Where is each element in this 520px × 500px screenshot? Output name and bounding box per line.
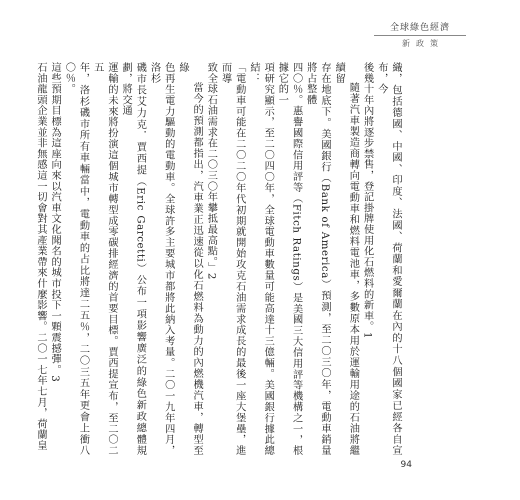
text-line: 隨著汽車製造商轉向電動車和燃料電池車，多數原本用於運輸用途的石油將繼續留	[333, 62, 359, 456]
text-line: 四〇％。惠譽國際信用評等（Fitch Ratings）是美國三大信用評等機構之一，根據它的一	[276, 62, 302, 456]
text-line: 項研究顯示，至二〇四〇年，全球電動車數量可能高達十三億輛。美國銀行據此總結：	[247, 62, 274, 456]
text-line: 存在地底下。美國銀行（Bank of America）預測，至二〇三〇年，電動車銷量將占整體	[304, 62, 330, 456]
text-line: 致全球石油需求在二〇三〇年攀抵最高點。」2	[205, 62, 217, 280]
running-header	[374, 20, 466, 49]
text-line: 當今的預測都指出，汽車業正迅速從以化石燃料為動力的內燃機汽車，轉型至綠	[176, 62, 203, 456]
page-number: 94	[400, 460, 412, 470]
text-line: 這些預期目標為這座向來以汽車文化聞名的城市投下一顆震撼彈。3	[49, 62, 61, 383]
text-line: 織，包括德國、中國、印度、法國、荷蘭和愛爾蘭在內的十八個國家已經各自宣布，今	[375, 62, 401, 456]
text-line: 「電動車可能在二〇二〇年代初期就開始攻克石油需求成長的最後一座大堡壘，進而導	[219, 62, 245, 456]
text-line: 年，洛杉磯市所有車輛當中，電動車的占比將達二五％，二〇三五年更會上衝八〇％。	[63, 62, 89, 456]
text-line: 石油龍頭企業並非無感這一切會對其產業帶來什麼影響。二〇一七年七月，荷蘭皇	[34, 62, 46, 451]
text-line: 後幾十年內將逐步禁售，登記掛牌使用化石燃料的新車。1	[361, 62, 373, 340]
vertical-body-text	[34, 62, 402, 456]
header-book-title: 全球綠色經濟	[374, 20, 466, 36]
header-subtitle: 新政策	[402, 39, 444, 48]
text-line: 磯市長艾力克．賈西提（Eric Garcetti）公布一項影響廣泛的綠色新政總體規劃，將交通	[120, 62, 146, 456]
text-line: 色再生電力驅動的電動車。全球許多主要城市都將此納入考量。二〇一九年四月，洛杉	[148, 62, 174, 456]
text-line: 運輸的未來將扮演這個城市轉型成零碳排經濟的首要目標。賈西提宣布，至二〇二五	[91, 62, 117, 456]
